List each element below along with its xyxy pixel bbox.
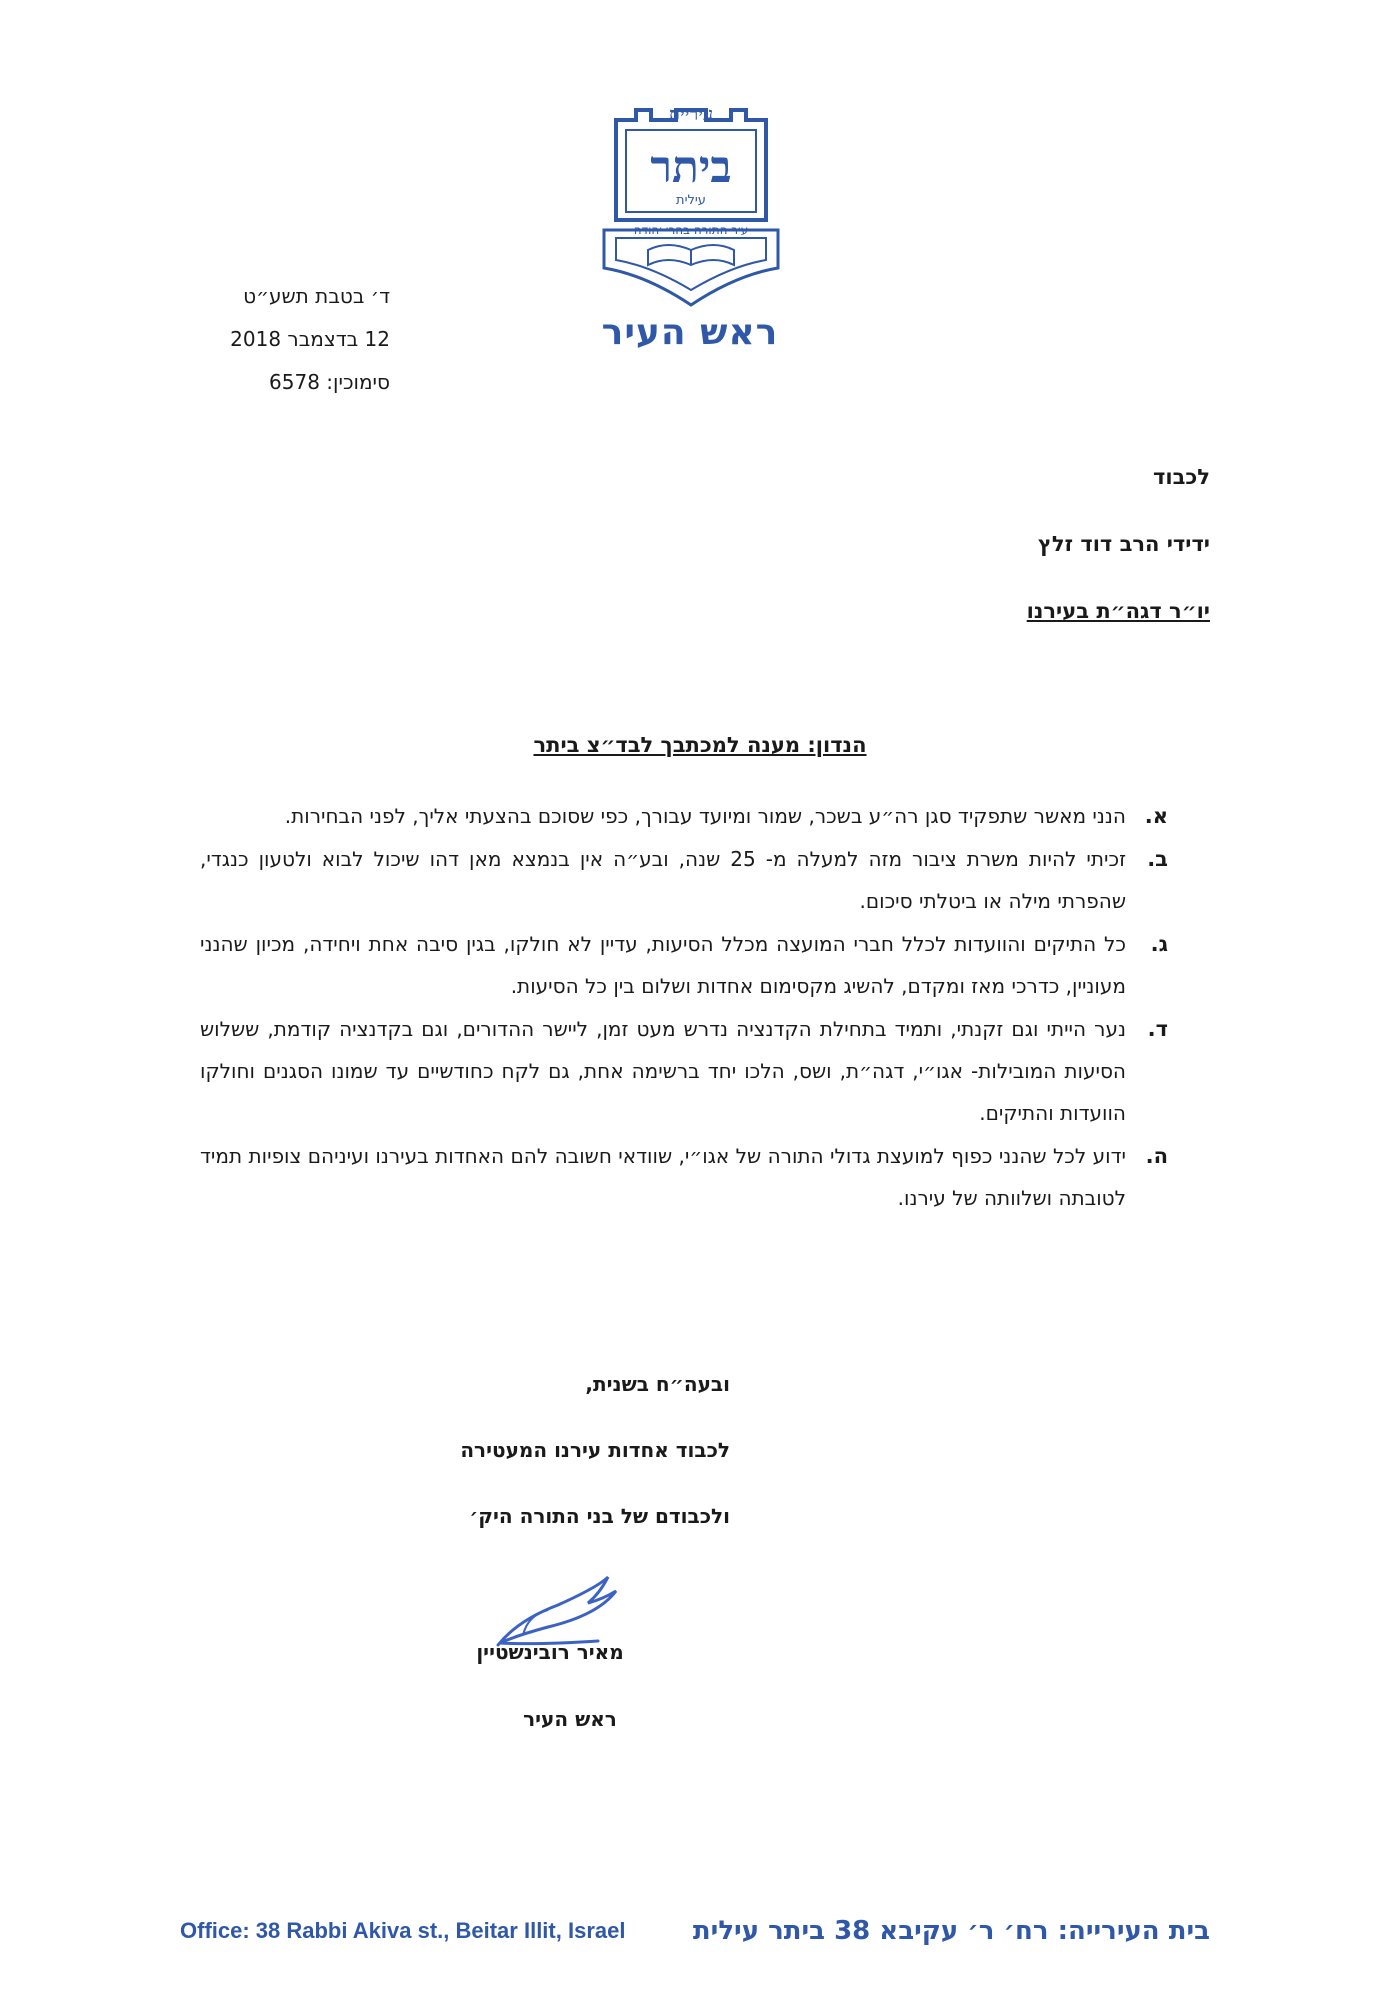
signer-name: מאיר רובינשטיין [476,1640,624,1664]
body-items [200,795,1168,1220]
subject-line: הנדון: מענה למכתבך לבד״צ ביתר [533,733,867,757]
date-block [180,275,390,404]
footer-address-hebrew: בית העירייה: רח׳ ר׳ עקיבא 38 ביתר עילית [692,1916,1210,1946]
list-item [200,838,1168,922]
logo-banner: עיר התורה בהרי יהודה [633,223,749,237]
list-item [200,795,1168,837]
closing-line-3: ולכבודם של בני התורה היק׳ [469,1504,730,1528]
closing-block [380,1372,730,1570]
closing-line-2: לכבוד אחדות עירנו המעטירה [460,1438,730,1462]
logo-sub: עילית [676,193,706,208]
logo-city: ביתר [650,142,732,193]
item-text: ידוע לכל שהנני כפוף למועצת גדולי התורה של אגו״י, שוודאי חשובה להם האחדות בעירנו ועיניהם צופיות תמיד לטובתה ושלוותה של עירנו. [200,1144,1126,1210]
recipient-block [810,465,1210,666]
item-text: הנני מאשר שתפקיד סגן רה״ע בשכר, שמור ומיועד עבורך, כפי שסוכם בהצעתי אליך, לפני הבחירות. [284,804,1126,828]
footer-address-english: Office: 38 Rabbi Akiva st., Beitar Illit, Israel [180,1918,626,1943]
item-text: כל התיקים והוועדות לכלל חברי המועצה מכלל הסיעות, עדיין לא חולקו, בגין סיבה אחת ויחידה, מכיון שהנני מעוניין, כדרכי מאז ומקדם, להשיג מקסימום אחדות ושלום בין כל הסיעות. [200,932,1126,998]
office-title: ראש העיר [601,312,779,353]
item-text: זכיתי להיות משרת ציבור מזה למעלה מ- 25 שנה, ובע״ה אין בנמצא מאן דהו שיכול לבוא ולטעון כנגדי, שהפרתי מילה או ביטלתי סיכום. [200,847,1126,913]
list-item [200,1008,1168,1134]
list-item [200,923,1168,1007]
item-letter: ב. [1147,847,1168,871]
signer-role: ראש העיר [523,1707,617,1731]
recipient-title: יו״ר דגה״ת בעירנו [1026,599,1210,623]
item-letter: ד. [1147,1017,1168,1041]
salutation: לכבוד [1153,465,1210,489]
hebrew-date: ד׳ בטבת תשע״ט [243,284,390,308]
logo-top-text: עיריית [668,104,714,125]
gregorian-date: 12 בדצמבר 2018 [230,327,390,351]
item-letter: א. [1144,804,1168,828]
emblem-icon [596,100,786,310]
recipient-name: ידידי הרב דוד זלץ [1038,532,1210,556]
item-letter: ה. [1145,1144,1168,1168]
closing-line-1: ובעה״ח בשנית, [585,1372,730,1396]
item-letter: ג. [1150,932,1168,956]
municipality-logo [596,100,786,310]
footer [170,1918,1230,1958]
item-text: נער הייתי וגם זקנתי, ותמיד בתחילת הקדנציה נדרש מעט זמן, ליישר ההדורים, וגם בקדנציה קודמת, ששלוש הסיעות המובילות- אגו״י, דגה״ת, ושס, הלכו יחד ברשימה אחת, גם לקח כחודשיים עד שמונו הסגנים וחולקו הוועדות והתיקים. [200,1017,1126,1125]
reference-number: סימוכין: 6578 [269,370,390,394]
list-item [200,1135,1168,1219]
